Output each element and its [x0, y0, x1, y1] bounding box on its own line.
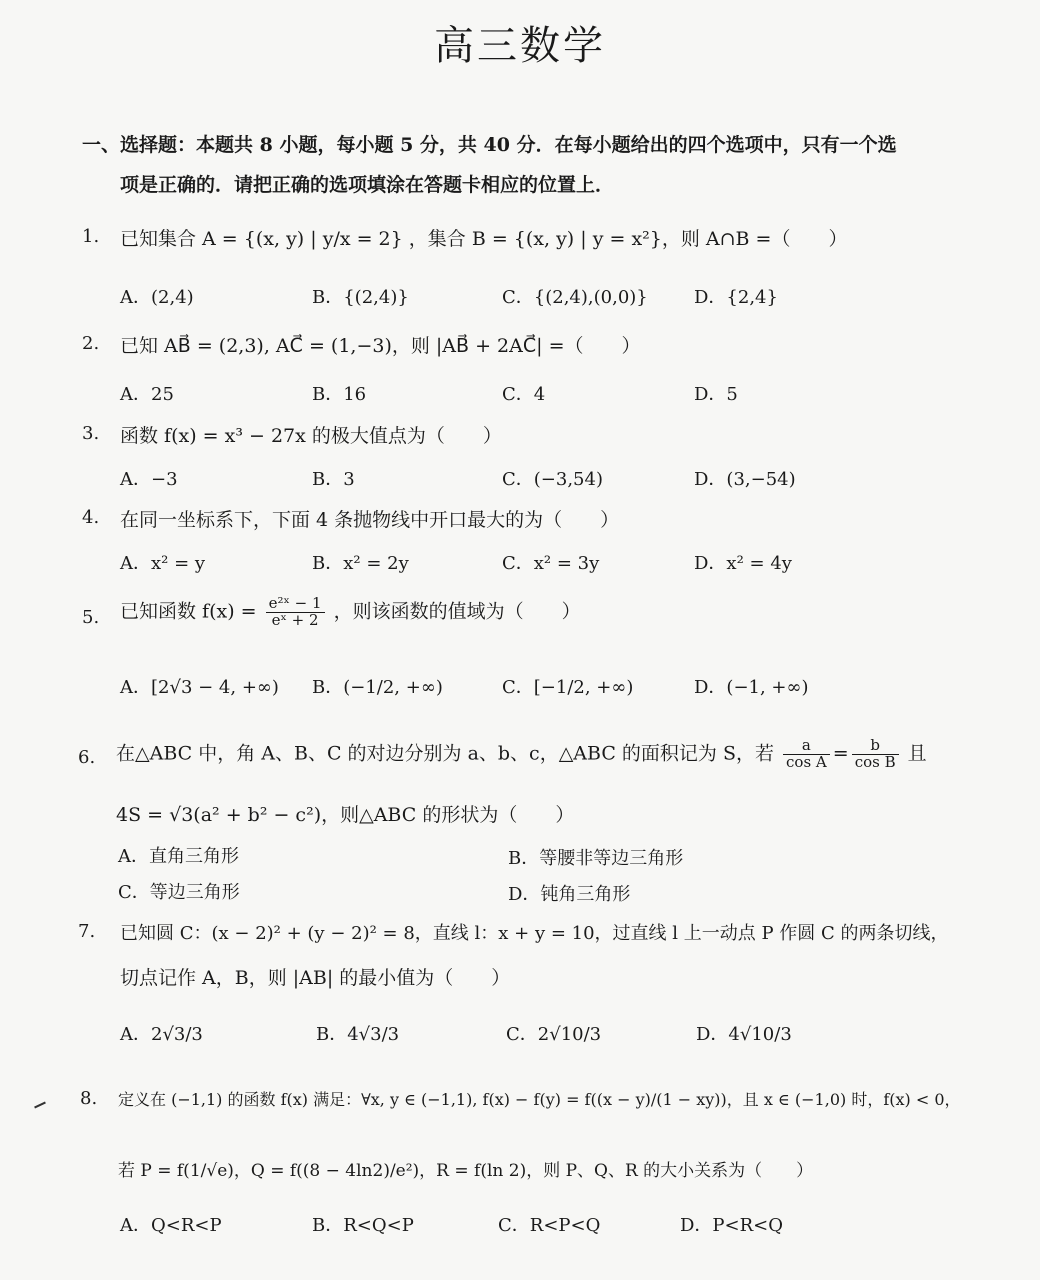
pencil-mark	[34, 1102, 46, 1109]
question-7-option-a[interactable]: A．2√3/3	[120, 1024, 203, 1045]
question-5-number: 5.	[82, 607, 100, 628]
question-6-fraction-2	[852, 738, 899, 771]
question-3-number: 3.	[82, 423, 100, 444]
question-5-stem-a: 已知函数 f(x) =	[120, 600, 257, 623]
question-6-number: 6.	[78, 747, 96, 768]
question-6-option-d[interactable]: D．钝角三角形	[508, 884, 631, 905]
question-2-option-d[interactable]: D．5	[694, 384, 738, 405]
question-6-fraction-1	[783, 738, 830, 771]
question-2-option-b[interactable]: B．16	[312, 384, 367, 405]
question-1-option-d[interactable]: D．{2,4}	[694, 287, 778, 308]
question-7-option-d[interactable]: D．4√10/3	[696, 1024, 792, 1045]
question-1-option-c[interactable]: C．{(2,4),(0,0)}	[502, 287, 648, 308]
question-1-number: 1.	[82, 226, 100, 247]
section-instructions-line2: 项是正确的．请把正确的选项填涂在答题卡相应的位置上．	[120, 174, 615, 196]
question-1-stem-b: ，集合 B = {(x, y) | y = x²}，则 A∩B =（ ）	[408, 228, 848, 250]
question-6-stem-b: 且	[907, 742, 927, 765]
question-5-option-c[interactable]: C．[−1/2, +∞)	[502, 677, 634, 698]
question-8-stem-line2: 若 P = f(1/√e)，Q = f((8 − 4ln2)/e²)，R = f(ln 2)，则 P、Q、R 的大小关系为（ ）	[118, 1161, 814, 1181]
question-4-stem: 在同一坐标系下，下面 4 条抛物线中开口最大的为（ ）	[120, 509, 620, 531]
question-3-option-c[interactable]: C．(−3,54)	[502, 469, 603, 490]
question-1-stem	[120, 224, 847, 251]
question-4-option-a[interactable]: A．x² = y	[120, 553, 206, 574]
question-6-stem-a: 在△ABC 中，角 A、B、C 的对边分别为 a、b、c，△ABC 的面积记为 S，若	[116, 742, 774, 765]
question-8-option-c[interactable]: C．R<P<Q	[498, 1215, 601, 1236]
question-6-stem	[116, 738, 927, 771]
question-6-fraction-2-denominator: cos B	[854, 752, 896, 771]
question-3-stem: 函数 f(x) = x³ − 27x 的极大值点为（ ）	[120, 425, 502, 447]
question-8-option-b[interactable]: B．R<Q<P	[312, 1215, 414, 1236]
question-7-stem: 已知圆 C：(x − 2)² + (y − 2)² = 8，直线 l：x + y = 10，过直线 l 上一动点 P 作圆 C 的两条切线，	[120, 923, 949, 944]
question-2-option-c[interactable]: C．4	[502, 384, 546, 405]
question-8-number: 8.	[80, 1088, 98, 1109]
question-6-option-b[interactable]: B．等腰非等边三角形	[508, 848, 684, 869]
question-8-option-d[interactable]: D．P<R<Q	[680, 1215, 784, 1236]
question-6-equals: =	[832, 742, 849, 765]
question-6-fraction-2-numerator: b	[852, 738, 899, 755]
question-5-option-d[interactable]: D．(−1, +∞)	[694, 677, 809, 698]
question-5-option-a[interactable]: A．[2√3 − 4, +∞)	[120, 677, 279, 698]
question-5-fraction-denominator: eˣ + 2	[271, 610, 319, 629]
question-3-option-a[interactable]: A．−3	[120, 469, 178, 490]
question-4-option-b[interactable]: B．x² = 2y	[312, 553, 409, 574]
question-1-option-a[interactable]: A．(2,4)	[120, 287, 194, 308]
question-7-stem-line2: 切点记作 A，B，则 |AB| 的最小值为（ ）	[120, 967, 511, 989]
question-6-option-a[interactable]: A．直角三角形	[118, 846, 239, 867]
question-4-option-c[interactable]: C．x² = 3y	[502, 553, 600, 574]
question-7-number: 7.	[78, 921, 96, 942]
question-2-stem: 已知 AB⃗ = (2,3), AC⃗ = (1,−3)，则 |AB⃗ + 2AC⃗| =（ ）	[120, 335, 641, 357]
question-8-option-a[interactable]: A．Q<R<P	[120, 1215, 222, 1236]
question-2-option-a[interactable]: A．25	[120, 384, 174, 405]
question-1-option-b[interactable]: B．{(2,4)}	[312, 287, 409, 308]
question-5-stem	[120, 596, 581, 629]
question-5-fraction	[266, 596, 325, 629]
question-1-set-a: {(x, y) | y/x = 2}	[243, 228, 403, 250]
question-6-fraction-1-numerator: a	[783, 738, 830, 755]
question-7-option-b[interactable]: B．4√3/3	[316, 1024, 400, 1045]
question-1-stem-a: 已知集合 A =	[120, 228, 238, 250]
question-6-stem-line2: 4S = √3(a² + b² − c²)，则△ABC 的形状为（ ）	[116, 804, 575, 826]
page-title: 高三数学	[434, 23, 606, 69]
question-2-number: 2.	[82, 333, 100, 354]
question-7-option-c[interactable]: C．2√10/3	[506, 1024, 602, 1045]
question-5-stem-b: ，则该函数的值域为（ ）	[333, 600, 581, 623]
question-3-option-d[interactable]: D．(3,−54)	[694, 469, 796, 490]
question-3-option-b[interactable]: B．3	[312, 469, 355, 490]
question-6-fraction-1-denominator: cos A	[786, 752, 827, 771]
question-6-option-c[interactable]: C．等边三角形	[118, 882, 240, 903]
question-4-number: 4.	[82, 507, 100, 528]
section-instructions-line1: 一、选择题：本题共 8 小题，每小题 5 分，共 40 分．在每小题给出的四个选项中，只有一个选	[82, 134, 897, 156]
question-8-stem: 定义在 (−1,1) 的函数 f(x) 满足：∀x, y ∈ (−1,1), f(x) − f(y) = f((x − y)/(1 − xy))，且 x ∈ (−1,0) 时，f(x) < 0，	[118, 1090, 961, 1109]
question-4-option-d[interactable]: D．x² = 4y	[694, 553, 792, 574]
question-5-fraction-numerator: e²ˣ − 1	[266, 596, 325, 613]
question-5-option-b[interactable]: B．(−1/2, +∞)	[312, 677, 443, 698]
